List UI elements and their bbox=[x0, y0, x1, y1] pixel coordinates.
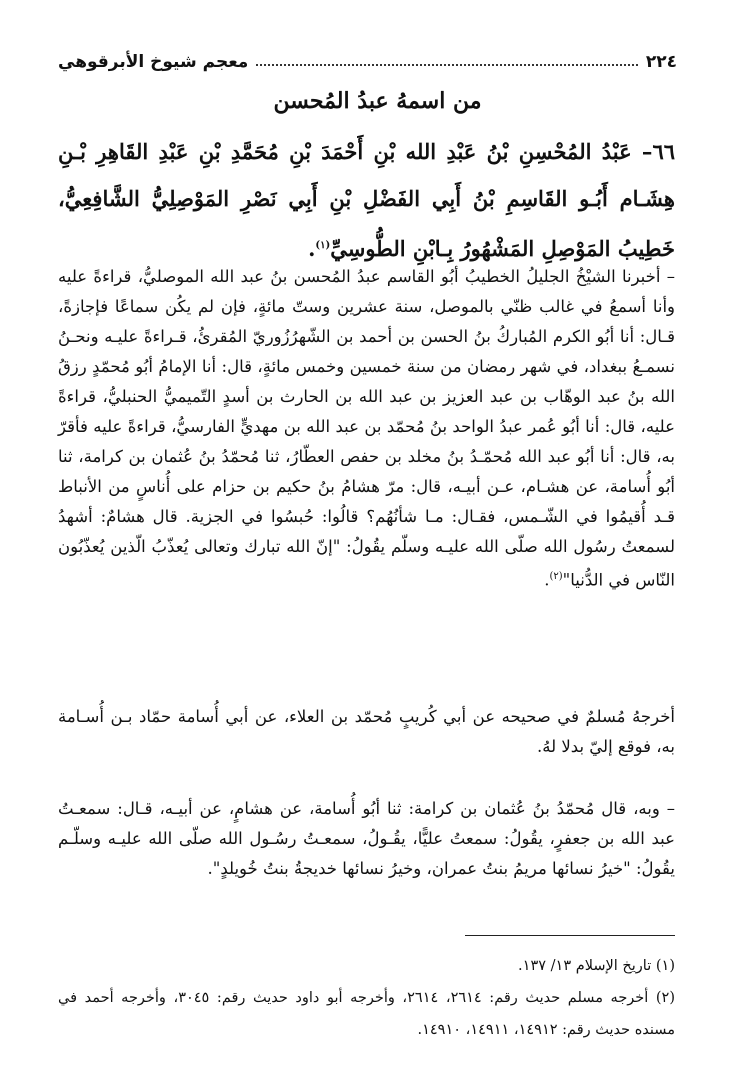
footnote-separator bbox=[465, 935, 675, 936]
section-title: من اسمهُ عبدُ المُحسن bbox=[273, 88, 482, 114]
hadith-paragraph-2: – وبه، قال مُحمّدُ بنُ عُثمان بن كرامة: ثنا أبُو أُسامة، عن هشامٍ، عن أبيـه، قـال: سمعـتُ عبد الله بن جعفرٍ، يقُولُ: سمعتُ عليًّا، يقُـولُ، سمعـتُ رسُـول الله صلّى الله عليـه وسلّـم يقُولُ: "خيرُ نسائها مريمُ بنتُ عمران، وخيرُ نسائها خديجةُ بنتُ خُويلدٍ". bbox=[58, 799, 675, 878]
header-dot-leader bbox=[256, 63, 638, 66]
running-header bbox=[58, 38, 677, 72]
hadith-end-1: . bbox=[544, 570, 550, 590]
book-title: معجم شيوخ الأبرقوهي bbox=[58, 52, 249, 72]
hadith-text-1: – أخبرنا الشيْخُ الجليلُ الخطيبُ أبُو القاسم عبدُ المُحسن بنُ عبد الله الموصليُّ، قراءةً عليه وأنا أسمعُ في غالب ظنّي بالموصل، سنة عشرين وستّ مائةٍ، فإن لم يكُن سماعًا فإجازةً، قـال: أنا أبُو الكرم المُباركُ بنُ الحسن بن أحمد بن الشّهرُزُوريّ المُقرئُ، قـراءةً عليـه ونحـنُ نسمـعُ ببغداد، في شهر رمضان من سنة خمسين وخمس مائةٍ، قال: أنا الإمامُ أبُو مُحمّدٍ رزقُ الله بنُ عبد الوهّاب بن عبد العزيز بن عبد الله بن الحارث بن أسدٍ التّميميُّ الحنبليُّ، قراءةً عليه، قال: أنا أبُو عُمر عبدُ الواحد بنُ مُحمّد بن عبد الله بن مهديٍّ الفارسيُّ، قراءةً عليه فأقرّ به، قال: أنا أبُو عبد الله مُحمّـدُ بنُ مخلد بن حفص العطّارُ، ثنا مُحمّدُ بنُ عُثمان بن كرامة، ثنا أبُو أُسامة، عن هشـام، عـن أبيـه، قال: مرّ هشامُ بنُ حكيم بن حزام على أُناسٍ من الأنباط قـد أُقيمُوا في الشّـمس، فقـال: مـا شأنُهُم؟ قالُوا: حُبسُوا في الجزية. قال هشامٌ: أشهدُ لسمعتُ رسُول الله صلّى الله عليـه وسلّم يقُولُ: "إنّ الله تبارك وتعالى يُعذّبُ الّذين يُعذّبُون النّاس في الدُّنيا" bbox=[58, 267, 675, 590]
footnote-2: (٢) أخرجه مسلم حديث رقم: ٢٦١٤، ٢٦١٤، وأخرجه أبو داود حديث رقم: ٣٠٤٥، وأخرجه أحمد في مسنده حديث رقم: ١٤٩١٢، ١٤٩١١، ١٤٩١٠. bbox=[58, 990, 675, 1038]
biography-end: . bbox=[308, 236, 316, 261]
page-number: ٢٢٤ bbox=[645, 52, 677, 72]
takhrij-paragraph: أخرجهُ مُسلمٌ في صحيحه عن أبي كُريبٍ مُحمّد بن العلاء، عن أبي أُسامة حمّاد بـن أُسـامة به، فوقع إليّ بدلا لهُ. bbox=[58, 707, 675, 756]
biography-text: ٦٦– عَبْدُ المُحْسِنِ بْنُ عَبْدِ الله بْنِ أَحْمَدَ بْنِ مُحَمَّدِ بْنِ عَبْدِ القَاهِرِ بْـنِ هِشَـام أَبُـو القَاسِمِ بْنُ أَبِي الفَضْلِ بْنِ أَبِي نَصْرِ المَوْصِلِيُّ الشَّافِعِيُّ، خَطِيبُ المَوْصِلِ المَشْهُورُ بِـابْنِ الطُّوسِيِّ bbox=[58, 139, 675, 261]
footnotes bbox=[58, 950, 675, 1046]
biography-heading bbox=[58, 128, 675, 272]
footnote-ref-2[interactable]: (٢) bbox=[549, 571, 563, 582]
footnote-1: (١) تاريخ الإسلام ١٣/ ١٣٧. bbox=[518, 958, 675, 974]
footnote-ref-1[interactable]: (١) bbox=[315, 240, 331, 251]
hadith-paragraph-1 bbox=[58, 262, 675, 596]
